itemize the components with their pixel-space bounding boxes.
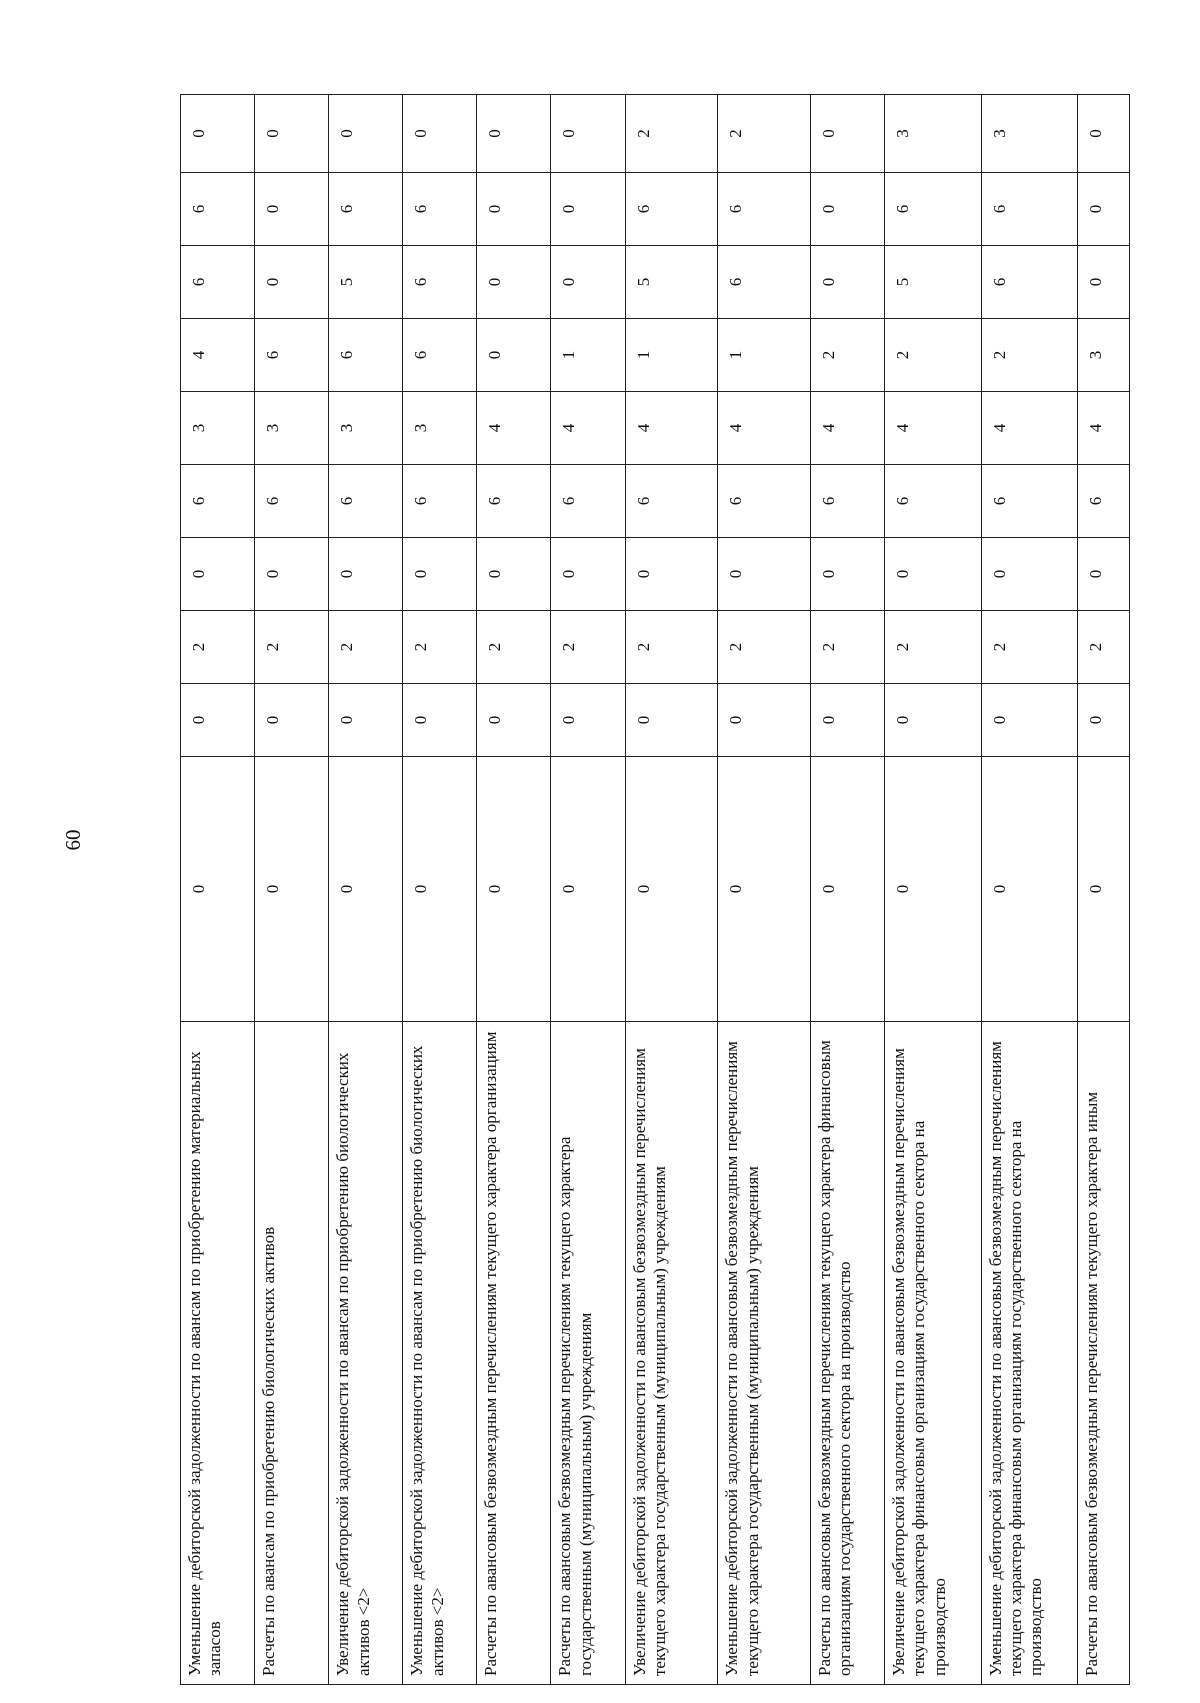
code-digit-cell: 0 — [329, 684, 403, 757]
code-digit-cell: 0 — [329, 95, 403, 173]
code-digit-cell: 0 — [981, 757, 1078, 1022]
table-row — [329, 95, 403, 1685]
code-digit-cell: 2 — [551, 611, 625, 684]
table-row — [981, 95, 1078, 1685]
code-digit-cell: 1 — [718, 319, 811, 392]
code-digit-cell: 2 — [981, 319, 1078, 392]
code-digit-cell: 6 — [884, 465, 981, 538]
code-digit-cell: 0 — [810, 173, 884, 246]
page-number: 60 — [61, 829, 85, 851]
code-digit-cell: 6 — [181, 173, 255, 246]
table-row — [884, 95, 981, 1685]
code-digit-cell: 0 — [810, 95, 884, 173]
account-name-cell: Расчеты по авансовым безвозмездным перечислениям текущего характера организациям — [477, 1022, 551, 1685]
code-digit-cell: 0 — [551, 173, 625, 246]
code-digit-cell: 2 — [718, 95, 811, 173]
code-digit-cell: 0 — [810, 684, 884, 757]
code-digit-cell: 2 — [884, 611, 981, 684]
code-digit-cell: 0 — [477, 757, 551, 1022]
code-digit-cell: 0 — [1078, 757, 1130, 1022]
code-digit-cell: 4 — [181, 319, 255, 392]
code-digit-cell: 0 — [981, 684, 1078, 757]
code-digit-cell: 0 — [810, 757, 884, 1022]
code-digit-cell: 2 — [329, 611, 403, 684]
code-digit-cell: 0 — [981, 538, 1078, 611]
code-digit-cell: 0 — [329, 538, 403, 611]
code-digit-cell: 3 — [329, 392, 403, 465]
code-digit-cell: 3 — [981, 95, 1078, 173]
code-digit-cell: 6 — [329, 173, 403, 246]
code-digit-cell: 6 — [403, 465, 477, 538]
code-digit-cell: 2 — [625, 611, 718, 684]
code-digit-cell: 3 — [884, 95, 981, 173]
code-digit-cell: 6 — [625, 173, 718, 246]
code-digit-cell: 0 — [181, 538, 255, 611]
code-digit-cell: 5 — [884, 246, 981, 319]
code-digit-cell: 0 — [551, 538, 625, 611]
code-digit-cell: 6 — [181, 465, 255, 538]
account-name-cell: Уменьшение дебиторской задолженности по авансовым безвозмездным перечислениям текущего характера финансовым организациям государственного сектора на производство — [981, 1022, 1078, 1685]
code-digit-cell: 0 — [255, 538, 329, 611]
code-digit-cell: 0 — [477, 173, 551, 246]
table-row — [625, 95, 718, 1685]
account-name-cell: Увеличение дебиторской задолженности по авансам по приобретению биологических активов <2> — [329, 1022, 403, 1685]
code-digit-cell: 0 — [255, 246, 329, 319]
account-name-cell: Уменьшение дебиторской задолженности по авансам по приобретению материальных запасов — [181, 1022, 255, 1685]
table-row — [810, 95, 884, 1685]
code-digit-cell: 0 — [403, 757, 477, 1022]
code-digit-cell: 0 — [255, 95, 329, 173]
code-digit-cell: 0 — [1078, 538, 1130, 611]
code-digit-cell: 6 — [255, 319, 329, 392]
table-row — [718, 95, 811, 1685]
code-digit-cell: 0 — [477, 319, 551, 392]
account-name-cell: Расчеты по авансовым безвозмездным перечислениям текущего характера государственным (муниципальным) учреждениям — [551, 1022, 625, 1685]
code-digit-cell: 2 — [718, 611, 811, 684]
code-digit-cell: 0 — [403, 684, 477, 757]
table-row — [551, 95, 625, 1685]
code-digit-cell: 4 — [625, 392, 718, 465]
code-digit-cell: 6 — [981, 246, 1078, 319]
code-digit-cell: 0 — [477, 246, 551, 319]
code-digit-cell: 2 — [884, 319, 981, 392]
code-digit-cell: 0 — [718, 684, 811, 757]
code-digit-cell: 0 — [810, 538, 884, 611]
code-digit-cell: 0 — [477, 684, 551, 757]
code-digit-cell: 0 — [477, 538, 551, 611]
code-digit-cell: 2 — [477, 611, 551, 684]
code-digit-cell: 2 — [403, 611, 477, 684]
table-row — [403, 95, 477, 1685]
code-digit-cell: 6 — [255, 465, 329, 538]
code-digit-cell: 0 — [181, 95, 255, 173]
code-digit-cell: 6 — [884, 173, 981, 246]
code-digit-cell: 6 — [1078, 465, 1130, 538]
code-digit-cell: 2 — [1078, 611, 1130, 684]
code-digit-cell: 6 — [625, 465, 718, 538]
code-digit-cell: 6 — [718, 246, 811, 319]
code-digit-cell: 6 — [718, 173, 811, 246]
code-digit-cell: 0 — [884, 538, 981, 611]
code-digit-cell: 0 — [718, 757, 811, 1022]
code-digit-cell: 6 — [981, 173, 1078, 246]
account-name-cell: Увеличение дебиторской задолженности по авансовым безвозмездным перечислениям текущего характера государственным (муниципальным) учреждениям — [625, 1022, 718, 1685]
code-digit-cell: 0 — [255, 757, 329, 1022]
code-digit-cell: 0 — [625, 538, 718, 611]
code-digit-cell: 2 — [625, 95, 718, 173]
code-digit-cell: 0 — [625, 757, 718, 1022]
code-digit-cell: 6 — [403, 246, 477, 319]
account-name-cell: Уменьшение дебиторской задолженности по авансам по приобретению биологических активов <2> — [403, 1022, 477, 1685]
table-row — [181, 95, 255, 1685]
code-digit-cell: 6 — [181, 246, 255, 319]
code-digit-cell: 6 — [810, 465, 884, 538]
code-digit-cell: 2 — [255, 611, 329, 684]
code-digit-cell: 6 — [403, 319, 477, 392]
code-digit-cell: 1 — [551, 319, 625, 392]
code-digit-cell: 2 — [981, 611, 1078, 684]
code-digit-cell: 6 — [329, 319, 403, 392]
code-digit-cell: 4 — [981, 392, 1078, 465]
code-digit-cell: 5 — [329, 246, 403, 319]
code-digit-cell: 0 — [1078, 684, 1130, 757]
code-digit-cell: 0 — [551, 757, 625, 1022]
code-digit-cell: 2 — [810, 611, 884, 684]
code-digit-cell: 4 — [477, 392, 551, 465]
account-name-cell: Уменьшение дебиторской задолженности по авансовым безвозмездным перечислениям текущего характера государственным (муниципальным) учреждениям — [718, 1022, 811, 1685]
code-digit-cell: 0 — [718, 538, 811, 611]
code-digit-cell: 0 — [477, 95, 551, 173]
code-digit-cell: 4 — [810, 392, 884, 465]
code-digit-cell: 0 — [551, 95, 625, 173]
account-name-cell: Увеличение дебиторской задолженности по авансовым безвозмездным перечислениям текущего характера финансовым организациям государственного сектора на производство — [884, 1022, 981, 1685]
code-digit-cell: 3 — [1078, 319, 1130, 392]
code-digit-cell: 2 — [810, 319, 884, 392]
code-digit-cell: 4 — [718, 392, 811, 465]
code-digit-cell: 0 — [810, 246, 884, 319]
code-digit-cell: 0 — [329, 757, 403, 1022]
code-digit-cell: 0 — [884, 684, 981, 757]
code-digit-cell: 0 — [181, 757, 255, 1022]
code-digit-cell: 2 — [181, 611, 255, 684]
code-digit-cell: 4 — [551, 392, 625, 465]
code-digit-cell: 0 — [403, 538, 477, 611]
code-digit-cell: 4 — [1078, 392, 1130, 465]
code-digit-cell: 3 — [403, 392, 477, 465]
code-digit-cell: 0 — [181, 684, 255, 757]
code-digit-cell: 0 — [551, 246, 625, 319]
code-digit-cell: 3 — [255, 392, 329, 465]
code-digit-cell: 0 — [255, 684, 329, 757]
code-digit-cell: 0 — [255, 173, 329, 246]
account-name-cell: Расчеты по авансовым безвозмездным перечислениям текущего характера иным — [1078, 1022, 1130, 1685]
code-digit-cell: 0 — [551, 684, 625, 757]
code-digit-cell: 6 — [981, 465, 1078, 538]
code-digit-cell: 3 — [181, 392, 255, 465]
code-digit-cell: 0 — [1078, 246, 1130, 319]
code-digit-cell: 0 — [1078, 173, 1130, 246]
rotated-sheet — [180, 95, 1130, 1685]
accounts-table — [180, 94, 1130, 1685]
table-row — [255, 95, 329, 1685]
code-digit-cell: 6 — [403, 173, 477, 246]
code-digit-cell: 6 — [477, 465, 551, 538]
code-digit-cell: 4 — [884, 392, 981, 465]
account-name-cell: Расчеты по авансам по приобретению биологических активов — [255, 1022, 329, 1685]
accounts-table-body — [181, 95, 1130, 1685]
code-digit-cell: 6 — [718, 465, 811, 538]
code-digit-cell: 0 — [403, 95, 477, 173]
table-row — [477, 95, 551, 1685]
code-digit-cell: 5 — [625, 246, 718, 319]
code-digit-cell: 1 — [625, 319, 718, 392]
account-name-cell: Расчеты по авансовым безвозмездным перечислениям текущего характера финансовым организациям государственного сектора на производство — [810, 1022, 884, 1685]
code-digit-cell: 0 — [884, 757, 981, 1022]
code-digit-cell: 6 — [329, 465, 403, 538]
code-digit-cell: 6 — [551, 465, 625, 538]
table-row — [1078, 95, 1130, 1685]
code-digit-cell: 0 — [1078, 95, 1130, 173]
code-digit-cell: 0 — [625, 684, 718, 757]
